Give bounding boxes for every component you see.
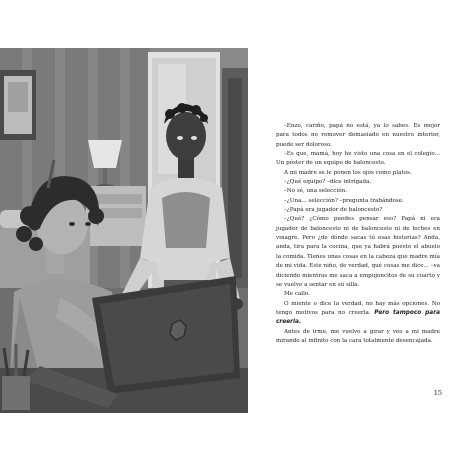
paragraph: –¿Una... selección? –pregunta trabándose. <box>284 197 404 204</box>
paragraph-with-emphasis <box>276 300 440 328</box>
illustration-icon <box>0 48 248 413</box>
paragraph: Me callo. <box>284 291 310 298</box>
paragraph: –¿Qué equipo? –dice intrigada. <box>284 179 372 186</box>
paragraph-text: O miente o dice la verdad, no hay más opciones. No tengo motivos para no creerla. <box>276 300 440 316</box>
paragraph: –¿Qué? ¿Cómo puedes pensar eso? Papá ni era jugador de baloncesto ni de baloncesto ni de leches en vinagre. Pero ¿de dónde sacas tú esas historias? Anda, anda, tira para la cocina, que ya habrá puesto el abuelo la comida. Tienes unas cosas en la cabeza que madre mía de mi vida. Este niño, de verdad, qué cosas me dice... –va diciendo mientras me saca a empujoncitos de su cuarto y se vuelve a sentar en su silla. <box>276 216 440 288</box>
paragraph: –Es que, mamá, hoy he visto una cosa en el colegio... Un póster de un equipo de baloncesto. <box>276 151 440 167</box>
story-text <box>276 122 440 346</box>
paragraph: Antes de irme, me vuelvo a girar y veo a mi madre mirando al infinito con la cara totalmente desencajada. <box>276 328 440 344</box>
page-number: 15 <box>433 389 442 397</box>
paragraph: –Enzo, cariño, papá no está, ya lo sabes. Es mejor para todos no remover demasiado en nuestro interior, puede ser doloroso. <box>276 123 440 148</box>
illustration <box>0 48 248 413</box>
paragraph: –¿Papá era jugador de baloncesto? <box>284 207 383 214</box>
paragraph: –No sé, una selección. <box>284 188 347 195</box>
emphasis-text: Pero tampoco para creerla. <box>276 309 440 326</box>
paragraph: A mi madre se le ponen los ojos como platos. <box>284 169 412 176</box>
